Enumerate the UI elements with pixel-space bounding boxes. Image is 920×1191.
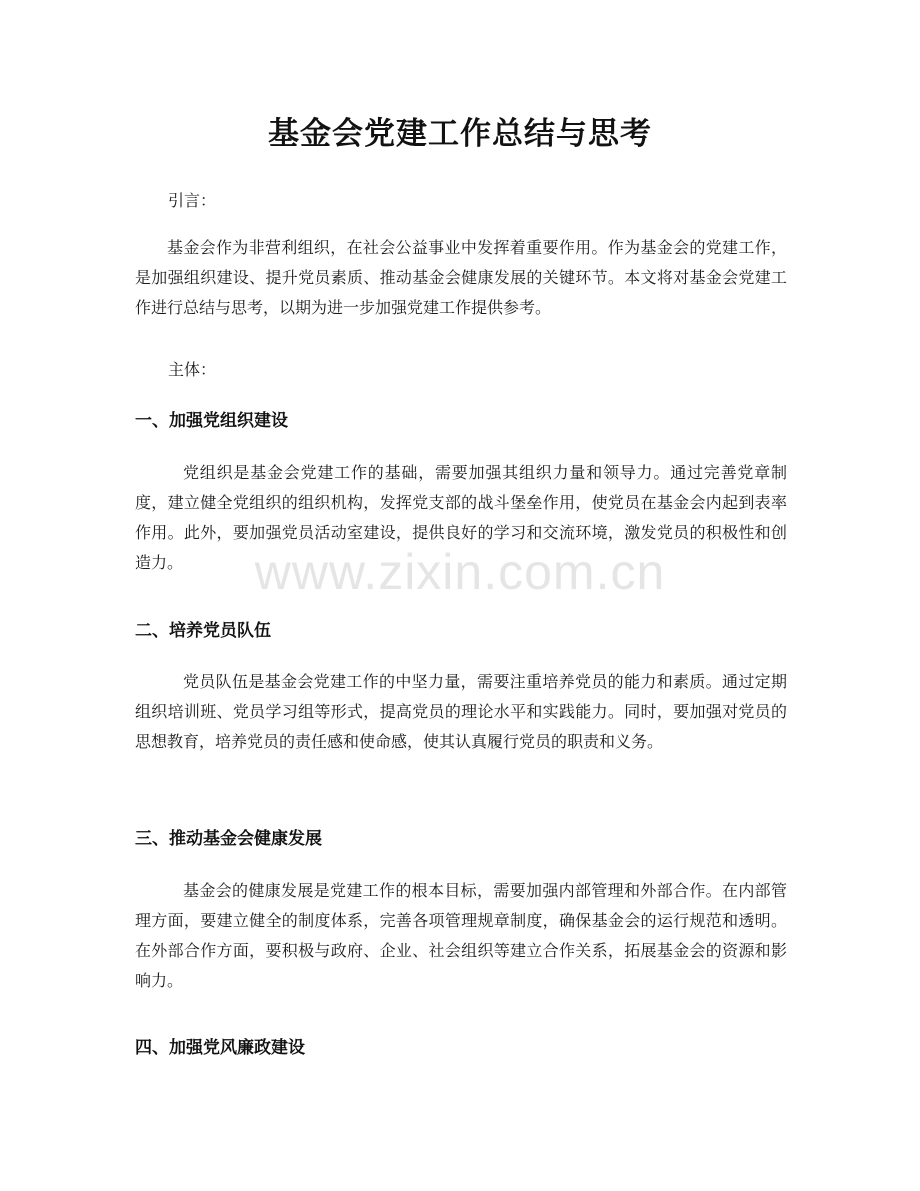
intro-paragraph: 基金会作为非营利组织，在社会公益事业中发挥着重要作用。作为基金会的党建工作，是加强组织建设、提升党员素质、推动基金会健康发展的关键环节。本文将对基金会党建工作进行总结与思考，以期为进一步加强党建工作提供参考。 [135,238,787,317]
section-heading-1: 一、加强党组织建设 [135,411,288,431]
section-paragraph-2: 党员队伍是基金会党建工作的中坚力量，需要注重培养党员的能力和素质。通过定期组织培训班、党员学习组等形式，提高党员的理论水平和实践能力。同时，要加强对党员的思想教育，培养党员的责任感和使命感，使其认真履行党员的职责和义务。 [135,672,787,751]
section-paragraph-1: 党组织是基金会党建工作的基础，需要加强其组织力量和领导力。通过完善党章制度，建立健全党组织的组织机构，发挥党支部的战斗堡垒作用，使党员在基金会内起到表率作用。此外，要加强党员活动室建设，提供良好的学习和交流环境，激发党员的积极性和创造力。 [135,463,787,572]
section-heading-3: 三、推动基金会健康发展 [135,829,322,849]
intro-label: 引言： [168,191,217,210]
section-heading-4: 四、加强党风廉政建设 [135,1038,305,1058]
document-title: 基金会党建工作总结与思考 [268,116,652,152]
body-label: 主体： [168,360,217,379]
watermark: www.zixin.com.cn [254,544,666,600]
section-paragraph-3: 基金会的健康发展是党建工作的根本目标，需要加强内部管理和外部合作。在内部管理方面，要建立健全的制度体系，完善各项管理规章制度，确保基金会的运行规范和透明。在外部合作方面，要积极与政府、企业、社会组织等建立合作关系，拓展基金会的资源和影响力。 [135,881,787,990]
section-heading-2: 二、培养党员队伍 [135,621,271,641]
